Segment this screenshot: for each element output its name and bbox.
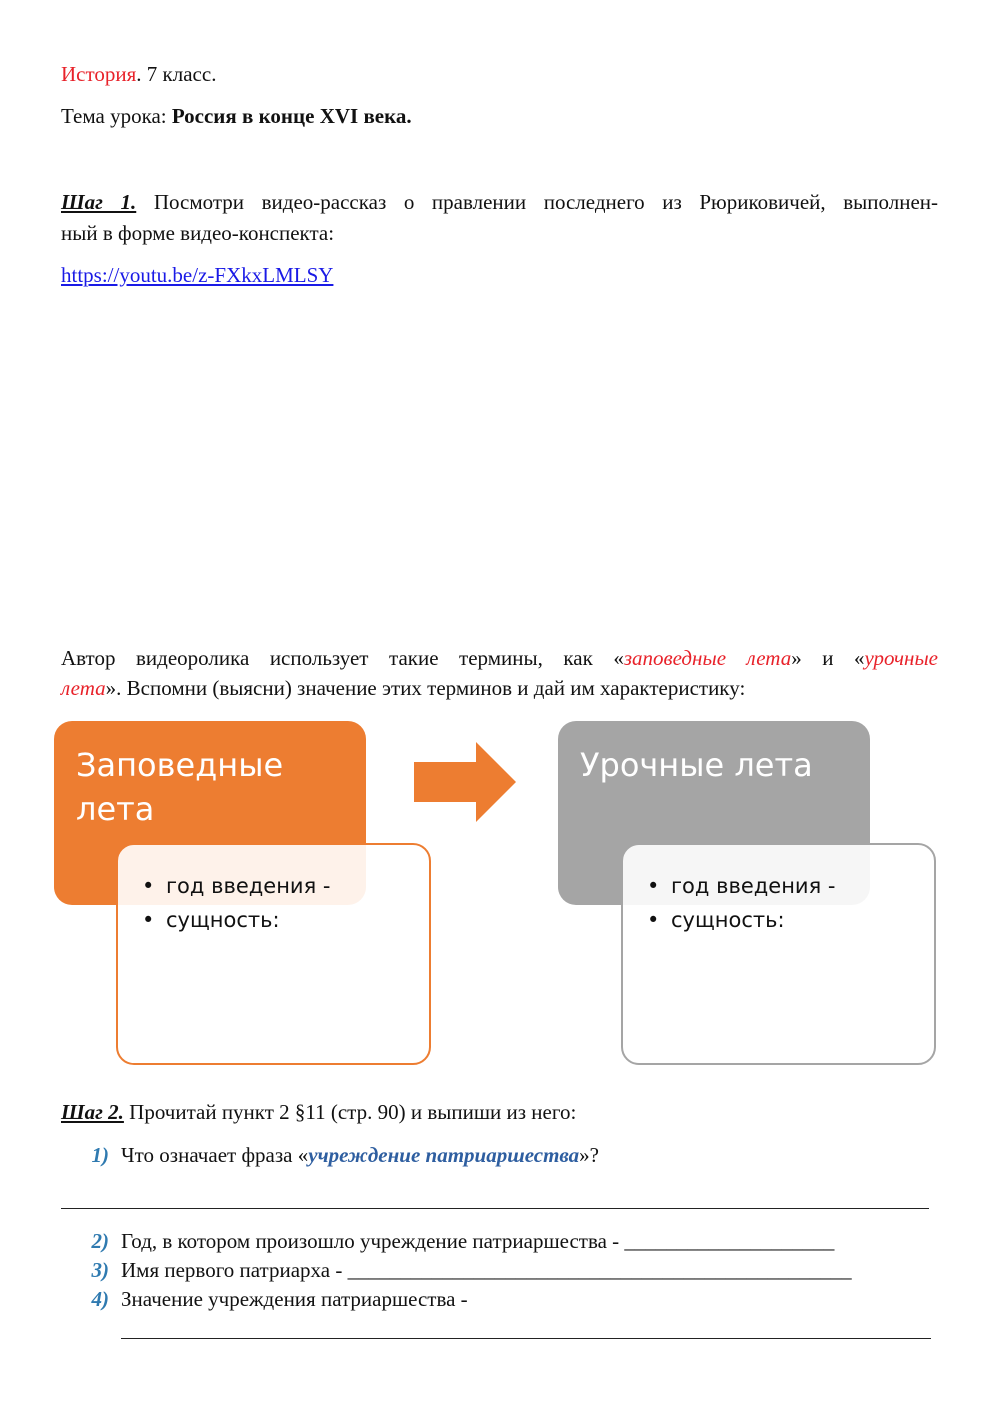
question-1-text-b: »? — [579, 1143, 599, 1167]
question-1 — [61, 1143, 599, 1167]
question-4-number: 4) — [91, 1287, 109, 1311]
terms-text-3: ». Вспомни (выясни) значение этих терминов и дай им характеристику: — [105, 676, 746, 700]
question-2 — [61, 1229, 834, 1253]
terms-line1 — [61, 646, 938, 670]
card-zapovednye-title-2: лета — [76, 790, 155, 828]
term-urochnye-2: лета — [61, 676, 106, 700]
step1-line1 — [61, 190, 938, 214]
subject: История — [61, 62, 137, 86]
video-link[interactable]: https://youtu.be/z-FXkxLMLSY — [61, 263, 334, 287]
question-4-text: Значение учреждения патриаршества - — [121, 1287, 468, 1311]
card-zapovednye-title-1: Заповедные — [76, 746, 284, 784]
question-4 — [61, 1287, 468, 1311]
card-zapovednye-essence: • сущность: — [142, 903, 429, 937]
term-zapovednye: заповедные лета — [623, 646, 792, 670]
card-urochnye-essence: • сущность: — [647, 903, 934, 937]
card-urochnye-body — [621, 843, 936, 1065]
question-2-text: Год, в котором произошло учреждение патриаршества - ____________________ — [121, 1229, 835, 1253]
topic-line — [61, 104, 412, 128]
step1-line2 — [61, 221, 334, 245]
terms-text-1: Автор видеоролика использует такие термины, как « — [61, 646, 624, 670]
card-zapovednye-year: • год введения - — [142, 869, 429, 903]
terms-line2 — [61, 676, 745, 700]
step2-line — [61, 1100, 576, 1124]
step1-text-1: Посмотри видео-рассказ о правлении последнего из Рюриковичей, выполнен- — [136, 190, 938, 214]
question-3 — [61, 1258, 852, 1282]
question-1-text-a: Что означает фраза « — [121, 1143, 309, 1167]
step1-text-2: ный в форме видео-конспекта: — [61, 221, 335, 245]
card-zapovednye-body — [116, 843, 431, 1065]
term-urochnye-1: урочные — [864, 646, 938, 670]
video-link-line — [61, 263, 333, 287]
arrow-right-icon — [414, 742, 516, 822]
answer-line-1[interactable] — [61, 1208, 929, 1209]
answer-line-4[interactable] — [121, 1338, 931, 1339]
card-urochnye-year: • год введения - — [647, 869, 934, 903]
step2-label: Шаг 2. — [61, 1100, 124, 1124]
terms-text-2: » и « — [791, 646, 865, 670]
card-urochnye-title: Урочные лета — [580, 746, 813, 784]
question-3-text: Имя первого патриарха - ________________________________________________ — [121, 1258, 852, 1282]
question-1-term: учреждение патриаршества — [308, 1143, 580, 1167]
grade: . 7 класс. — [136, 62, 217, 86]
topic-title: Россия в конце XVI века. — [171, 104, 412, 128]
question-3-number: 3) — [91, 1258, 109, 1282]
step2-text: Прочитай пункт 2 §11 (стр. 90) и выпиши из него: — [123, 1100, 577, 1124]
question-1-number: 1) — [91, 1143, 109, 1167]
question-2-number: 2) — [91, 1229, 109, 1253]
topic-label: Тема урока: — [61, 104, 172, 128]
subject-line — [61, 62, 216, 86]
step1-label: Шаг 1. — [61, 190, 137, 214]
